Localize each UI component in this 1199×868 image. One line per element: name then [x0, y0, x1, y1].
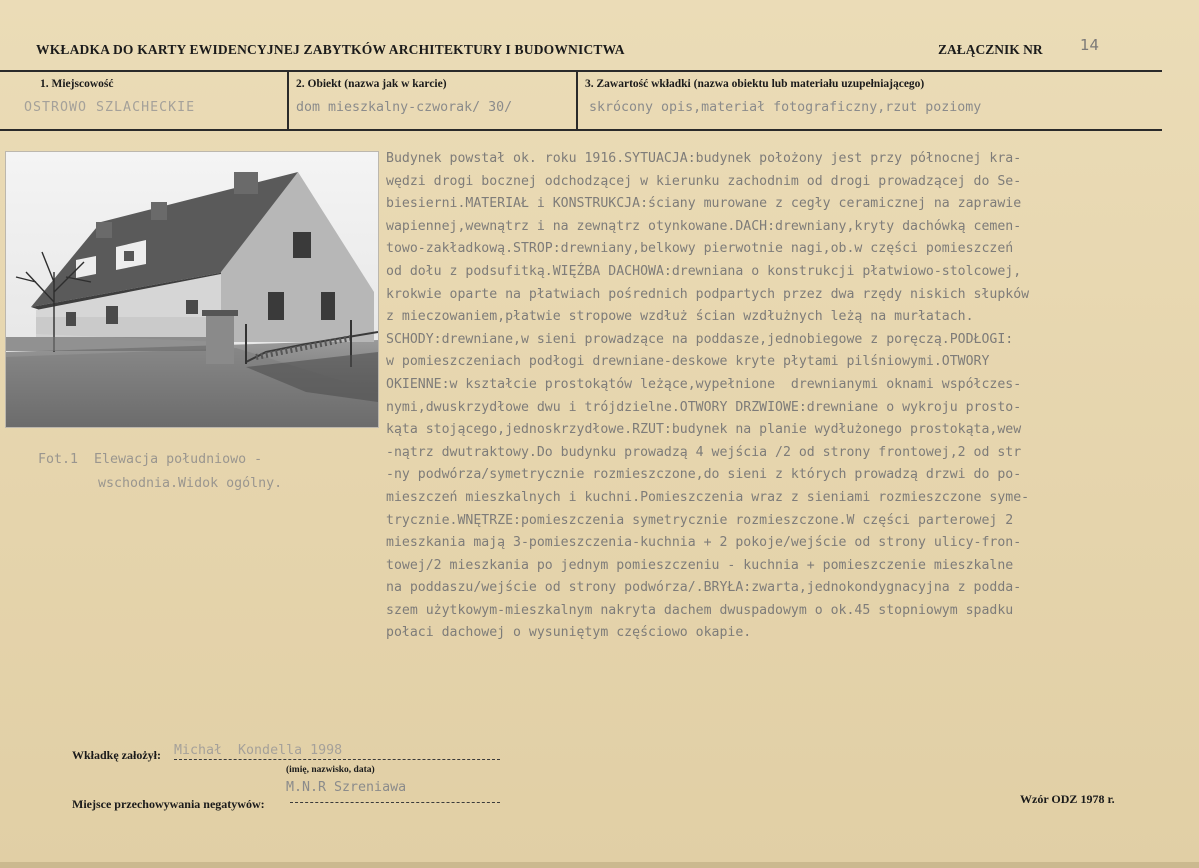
header-rule-bottom: [0, 129, 1162, 131]
description-line: mieszkania mają 3-pomieszczenia-kuchnia + 2 pokoje/wejście od strony ulicy-fron-: [386, 535, 1022, 551]
description-line: mieszczeń mieszkalnych i kuchni.Pomieszczenia wraz z sieniami rozmieszczone syme-: [386, 489, 1030, 505]
description-line: na poddaszu/wejście od strony podwórza/.BRYŁA:zwarta,jednokondygnacyjna z podda-: [386, 580, 1022, 596]
description-line: kąta stojącego,jednoskrzydłowe.RZUT:budynek na planie wydłużonego prostokąta,wew: [386, 422, 1022, 438]
description-line: połaci dachowej o wysuniętym częściowo okapie.: [386, 625, 752, 641]
house-photo-illustration: [6, 152, 378, 427]
created-by-hint: (imię, nazwisko, data): [286, 765, 375, 775]
description-line: OKIENNE:w kształcie prostokątów leżące,wypełnione drewnianymi oknami współczes-: [386, 376, 1022, 392]
description-line: trycznie.WNĘTRZE:pomieszczenia symetrycznie rozmieszczone.W części parterowej 2: [386, 512, 1014, 528]
field-2-label: 2. Obiekt (nazwa jak w karcie): [296, 78, 447, 90]
photo-caption-line-2: wschodnia.Widok ogólny.: [98, 476, 283, 491]
form-template-label: Wzór ODZ 1978 r.: [1020, 792, 1115, 806]
negatives-location-line: [290, 802, 500, 803]
field-divider-2: [576, 70, 578, 129]
field-1-value: OSTROWO SZLACHECKIE: [24, 100, 196, 115]
building-photo: [5, 151, 379, 428]
description-line: od dołu z podsufitką.WIĘŹBA DACHOWA:drewniana o konstrukcji płatwiowo-stolcowej,: [386, 263, 1022, 279]
card-title: WKŁADKA DO KARTY EWIDENCYJNEJ ZABYTKÓW ARCHITEKTURY I BUDOWNICTWA: [36, 42, 625, 57]
field-3-label: 3. Zawartość wkładki (nazwa obiektu lub materiału uzupełniającego): [585, 78, 925, 90]
description-line: wędzi drogi bocznej odchodzącej w kierunku zachodnim od drogi prowadzącej do Se-: [386, 173, 1022, 189]
negatives-location-value: M.N.R Szreniawa: [286, 780, 407, 795]
description-line: -nątrz dwutraktowy.Do budynku prowadzą 4 wejścia /2 od strony frontowej,2 od str: [386, 444, 1022, 460]
description-line: krokwie oparte na płatwiach pośrednich podpartych przez dwa rzędy niskich słupków: [386, 286, 1030, 302]
description-line: wapiennej,wewnątrz i na zewnątrz otynkowane.DACH:drewniany,kryty dachówką cemen-: [386, 218, 1022, 234]
description-line: w pomieszczeniach podłogi drewniane-deskowe kryte płytami pilśniowymi.OTWORY: [386, 354, 990, 370]
description-line: -ny podwórza/symetrycznie rozmieszczone,do sieni z których prowadzą drzwi do po-: [386, 467, 1022, 483]
attachment-label: ZAŁĄCZNIK NR: [938, 42, 1043, 57]
negatives-location-label: Miejsce przechowywania negatywów:: [72, 797, 265, 811]
field-divider-1: [287, 70, 289, 129]
card-bottom-edge: [0, 862, 1199, 868]
header-rule-top: [0, 70, 1162, 72]
description-line: biesierni.MATERIAŁ i KONSTRUKCJA:ściany murowane z cegły ceramicznej na zaprawie: [386, 196, 1022, 212]
description-line: szem użytkowym-mieszkalnym nakryta dachem dwuspadowym o ok.45 stopniowym spadku: [386, 602, 1014, 618]
created-by-label: Wkładkę założył:: [72, 748, 161, 762]
description-line: Budynek powstał ok. roku 1916.SYTUACJA:budynek położony jest przy północnej kra-: [386, 151, 1022, 166]
field-3-value: skrócony opis,materiał fotograficzny,rzut poziomy: [589, 100, 982, 115]
attachment-number: 14: [1080, 36, 1100, 54]
description-text: [386, 148, 1186, 645]
created-by-line: [174, 759, 500, 760]
photo-caption-line-1: Fot.1 Elewacja południowo -: [38, 452, 263, 467]
field-2-value: dom mieszkalny-czworak/ 30/: [296, 100, 513, 115]
description-line: z mieczowaniem,płatwie stropowe wzdłuż ścian wzdłużnych leżą na murłatach.: [386, 309, 974, 325]
description-line: nymi,dwuskrzydłowe dwu i trójdzielne.OTWORY DRZWIOWE:drewniane o wykroju prosto-: [386, 399, 1022, 415]
description-line: towo-zakładkową.STROP:drewniany,belkowy pierwotnie nagi,ob.w części pomieszczeń: [386, 241, 1014, 257]
description-line: SCHODY:drewniane,w sieni prowadzące na poddasze,jednobiegowe z poręczą.PODŁOGI:: [386, 331, 1014, 347]
created-by-value: Michał Kondella 1998: [174, 743, 343, 758]
field-1-label: 1. Miejscowość: [40, 78, 114, 90]
description-line: towej/2 mieszkania po jednym pomieszczeniu - kuchnia + pomieszczenie mieszkalne: [386, 557, 1014, 573]
